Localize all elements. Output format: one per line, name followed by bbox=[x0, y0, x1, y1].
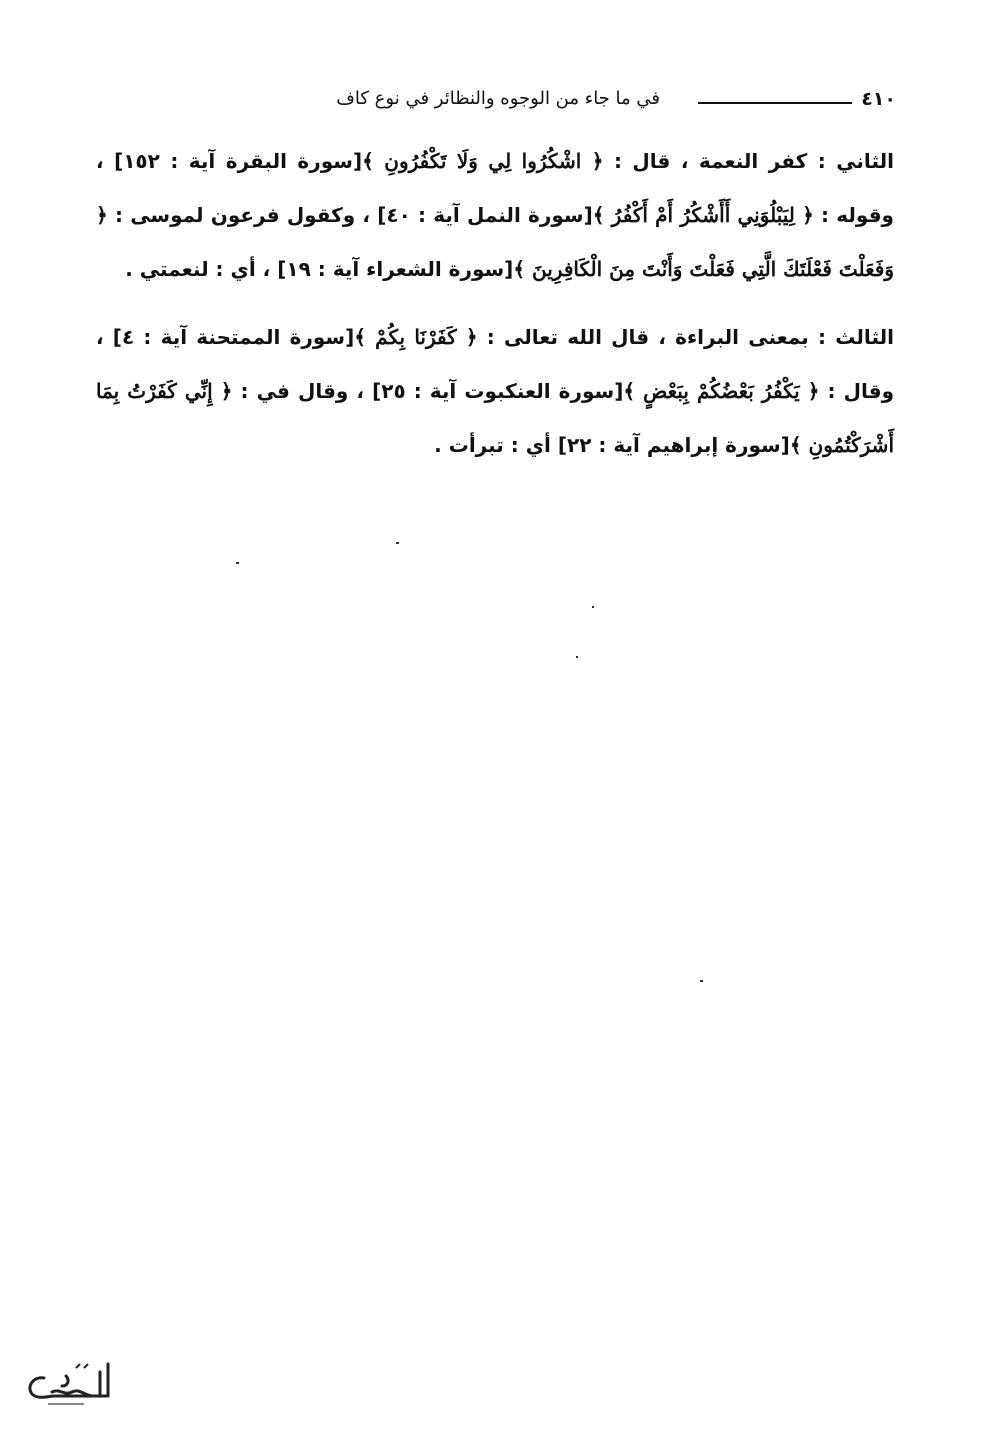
citation-segment: [سورة البقرة آية : ١٥٢] ، وقوله : bbox=[96, 149, 894, 227]
quran-quote: ﴿ كَفَرْنَا بِكُمْ ﴾ bbox=[354, 325, 478, 349]
scan-speck bbox=[236, 562, 239, 564]
citation-segment: [سورة الشعراء آية : ١٩] ، أي : لنعمتي . bbox=[125, 257, 514, 281]
paragraph-second-meaning bbox=[96, 134, 894, 296]
text-segment: : كفر النعمة ، قال : bbox=[603, 149, 837, 173]
header-rule bbox=[698, 102, 852, 104]
scan-speck bbox=[700, 980, 703, 982]
quran-quote: ﴿ وَفَعَلْتَ فَعْلَتَكَ الَّتِي فَعَلْتَ وَأَنْتَ مِنَ الْكَافِرِينَ ﴾ bbox=[96, 203, 894, 281]
body-text bbox=[96, 134, 894, 472]
running-title: في ما جاء من الوجوه والنظائر في نوع كاف bbox=[336, 88, 660, 109]
text-segment: : بمعنى البراءة ، قال الله تعالى : bbox=[477, 325, 836, 349]
paragraph-label: الثالث bbox=[835, 325, 894, 349]
page-number: ٤١٠ bbox=[861, 88, 896, 110]
citation-segment: [سورة العنكبوت آية : ٢٥] ، وقال في : bbox=[232, 379, 624, 403]
scan-speck bbox=[592, 606, 594, 608]
paragraph-third-meaning bbox=[96, 310, 894, 472]
quran-quote: ﴿ يَكْفُرُ بَعْضُكُمْ بِبَعْضٍ ﴾ bbox=[623, 379, 820, 403]
quran-quote: ﴿ اشْكُرُوا لِي وَلَا تَكْفُرُونِ ﴾ bbox=[362, 149, 604, 173]
citation-segment: [سورة النمل آية : ٤٠] ، وكقول فرعون لموسى : bbox=[107, 203, 593, 227]
paragraph-label: الثاني bbox=[836, 149, 894, 173]
calligraphy-logo-icon bbox=[14, 1358, 114, 1418]
page-header bbox=[108, 88, 896, 122]
scan-speck bbox=[576, 656, 578, 658]
publisher-logo bbox=[14, 1358, 114, 1418]
quran-quote: ﴿ لِيَبْلُوَنِي أَأَشْكُرُ أَمْ أَكْفُرُ ﴾ bbox=[592, 203, 814, 227]
quran-quote: ﴿ إِنِّي كَفَرْتُ بِمَا أَشْرَكْتُمُونِ ﴾ bbox=[96, 379, 894, 457]
citation-segment: [سورة إبراهيم آية : ٢٢] أي : تبرأت . bbox=[434, 433, 790, 457]
scan-speck bbox=[396, 542, 399, 544]
citation-segment: [سورة الممتحنة آية : ٤] ، وقال : bbox=[96, 325, 895, 403]
